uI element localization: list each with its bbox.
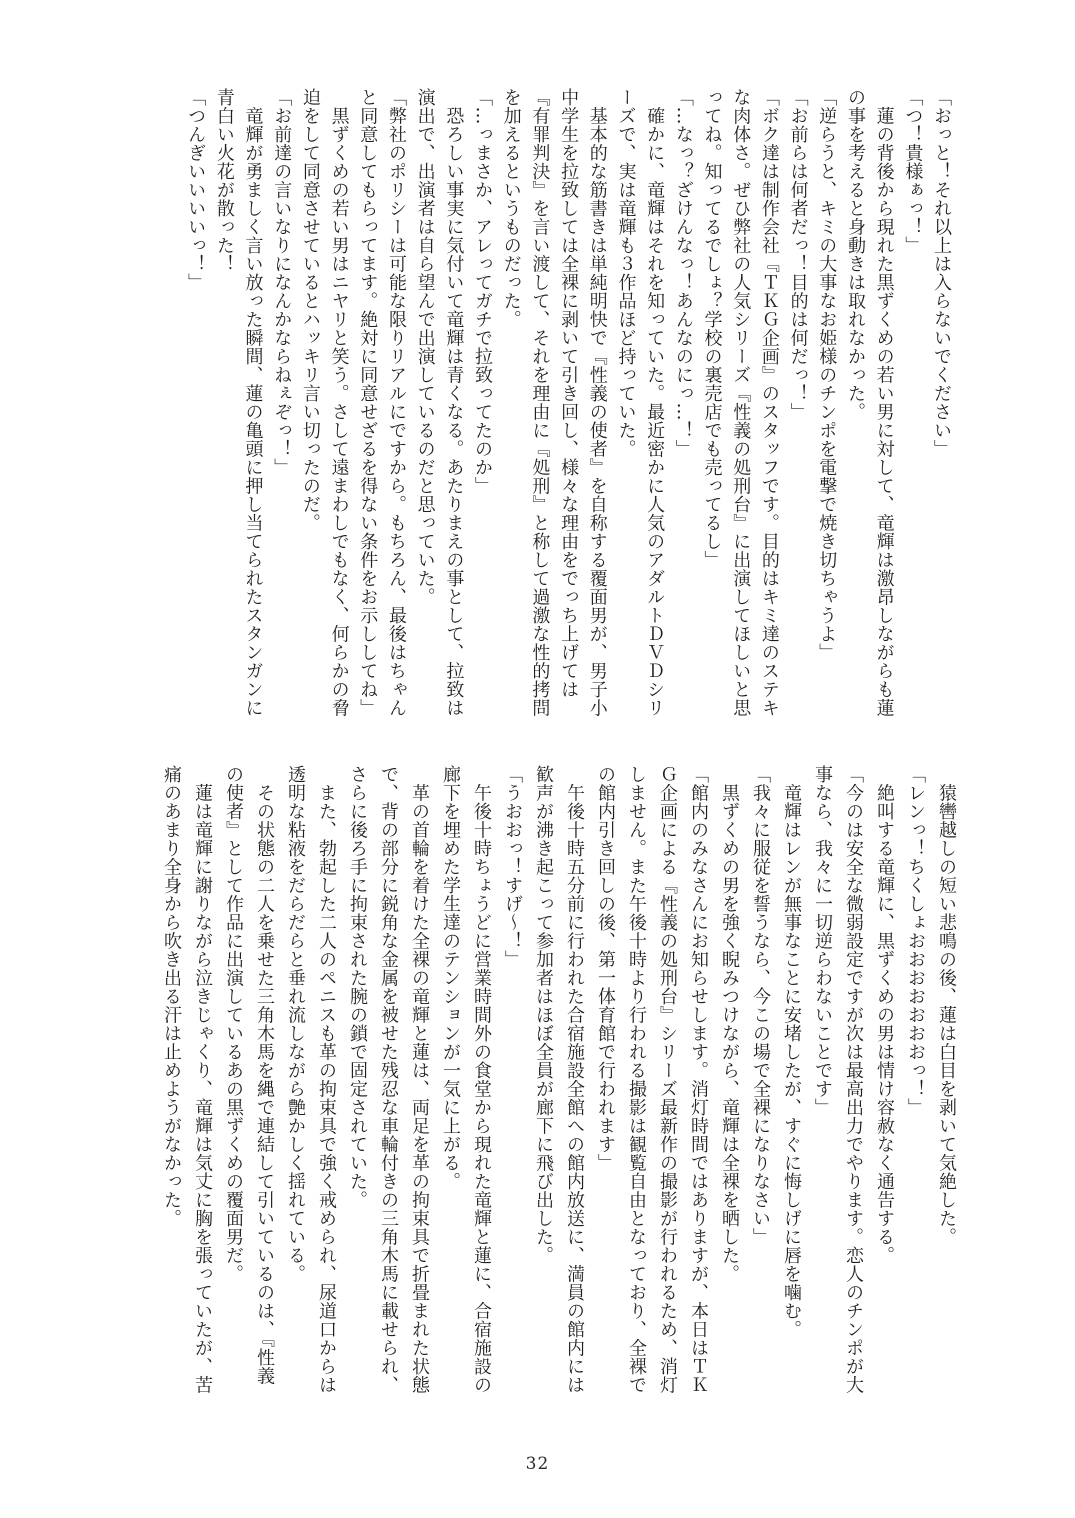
text-column: 痛のあまり全身から吹き出る汗は止めようがなかった。 xyxy=(161,765,182,1228)
text-column: の館内引き回しの後、第一体育館で行われます」 xyxy=(595,765,616,1172)
text-column: 竜輝が勇ましく言い放った瞬間、蓮の亀頭に押し当てられたスタンガンに xyxy=(242,88,264,717)
text-column: 革の首輪を着けた全裸の竜輝と蓮は、両足を革の拘束具で折畳まれた状態 xyxy=(409,765,430,1394)
text-column: な肉体さ。ぜひ弊社の人気シリーズ『性義の処刑台』に出演してほしいと思 xyxy=(730,88,752,717)
text-column: 「今のは安全な微弱設定ですが次は最高出力でやります。恋人のチンポが大 xyxy=(843,765,864,1394)
text-column: 事なら、我々に一切逆らわないことです」 xyxy=(812,765,833,1117)
text-column: 演出で、出演者は自ら望んで出演しているのだと思っていた。 xyxy=(414,88,436,606)
text-column: 「ボク達は制作会社『ＴＫＧ企画』のスタッフです。目的はキミ達のステキ xyxy=(758,88,780,717)
text-column: 絶叫する竜輝に、黒ずくめの男は情け容赦なく通告する。 xyxy=(874,765,895,1265)
text-column: 「逆らうと、キミの大事なお姫様のチンポを電撃で焼き切ちゃうよ」 xyxy=(816,88,838,662)
text-column: 「館内のみなさんにお知らせします。消灯時間ではありますが、本日はＴＫ xyxy=(688,765,709,1394)
text-column: と同意してもらってます。絶対に同意せざるを得ない条件をお示ししてね」 xyxy=(357,88,379,717)
text-column: さらに後ろ手に拘束された腕の鎖で固定されていた。 xyxy=(347,765,368,1209)
text-column: 「レンっ！ちくしょおおおおおおおっ！」 xyxy=(905,765,926,1117)
text-column: 黒ずくめの若い男はニヤリと笑う。さして遠まわしでもなく、何らかの脅 xyxy=(328,88,350,717)
text-column: 午後十時ちょうどに営業時間外の食堂から現れた竜輝と蓮に、合宿施設の xyxy=(471,765,492,1394)
text-column: ってね。知ってるでしょ？学校の裏売店でも売ってるし」 xyxy=(701,88,723,569)
text-column: また、勃起した二人のペニスも革の拘束具で強く戒められ、尿道口からは xyxy=(316,765,337,1394)
page-number: 32 xyxy=(525,1454,550,1474)
text-column: の使者』として作品に出演しているあの黒ずくめの覆面男だ。 xyxy=(223,765,244,1283)
text-column: 『有罪判決』を言い渡して、それを理由に『処刑』と称して過激な性的拷問 xyxy=(529,88,551,717)
text-column: 青白い火花が散った！ xyxy=(213,88,235,273)
text-column: 歓声が沸き起こって参加者はほぼ全員が廊下に飛び出した。 xyxy=(533,765,554,1265)
upper-text-block xyxy=(174,88,950,736)
text-column: 竜輝はレンが無事なことに安堵したが、すぐに悔しげに唇を噛む。 xyxy=(781,765,802,1339)
text-column: 「我々に服従を誓うなら、今この場で全裸になりなさい」 xyxy=(750,765,771,1246)
text-column: 「…なっ？ざけんなっ！あんなのにっ…！」 xyxy=(672,88,694,458)
text-column: しません。また午後十時より行われる撮影は観覧自由となっており、全裸で xyxy=(626,765,647,1394)
text-column: 「つんぎいいいいっ！」 xyxy=(185,88,207,292)
text-column: 恐ろしい事実に気付いて竜輝は青くなる。あたりまえの事として、拉致は xyxy=(443,88,465,717)
text-column: Ｇ企画による『性義の処刑台』シリーズ最新作の撮影が行われるため、消灯 xyxy=(657,765,678,1394)
text-column: 猿轡越しの短い悲鳴の後、蓮は白目を剥いて気絶した。 xyxy=(936,765,957,1246)
text-column: 「お前達の言いなりになんかならねぇぞっ！」 xyxy=(271,88,293,477)
text-column: 確かに、竜輝はそれを知っていた。最近密かに人気のアダルトＤＶＤシリ xyxy=(644,88,666,717)
text-column: で、背の部分に鋭角な金属を被せた残忍な車輪付きの三角木馬に載せられ、 xyxy=(378,765,399,1394)
text-column: 「うおおっ！すげ〜！」 xyxy=(502,765,523,969)
text-column: 黒ずくめの男を強く睨みつけながら、竜輝は全裸を晒した。 xyxy=(719,765,740,1283)
text-column: ーズで、実は竜輝も３作品ほど持っていた。 xyxy=(615,88,637,458)
text-column: 中学生を拉致しては全裸に剥いて引き回し、様々な理由をでっち上げては xyxy=(558,88,580,699)
text-column: 「…っまさか、アレってガチで拉致ってたのか」 xyxy=(472,88,493,495)
text-column: を加えるというものだった。 xyxy=(500,88,522,329)
text-column: 蓮は竜輝に謝りながら泣きじゃくり、竜輝は気丈に胸を張っていたが、苦 xyxy=(192,765,213,1394)
text-column: 透明な粘液をだらだらと垂れ流しながら艶かしく揺れている。 xyxy=(285,765,306,1283)
text-column: 「弊社のポリシーは可能な限りリアルにですから。もちろん、最後はちゃん xyxy=(385,88,407,717)
text-column: 蓮の背後から現れた黒ずくめの若い男に対して、竜輝は激昂しながらも蓮 xyxy=(873,88,895,717)
text-column: 迫をして同意させているとハッキリ言い切ったのだ。 xyxy=(299,88,321,532)
text-column: その状態の二人を乗せた三角木馬を縄で連結して引いているのは、『性義 xyxy=(254,765,275,1385)
text-column: 「つ！貴様ぁっ！」 xyxy=(902,88,924,255)
lower-text-block xyxy=(148,765,955,1420)
text-column: 基本的な筋書きは単純明快で『性義の使者』を自称する覆面男が、男子小 xyxy=(586,88,608,717)
text-column: 廊下を埋めた学生達のテンションが一気に上がる。 xyxy=(440,765,461,1191)
text-column: 「お前らは何者だっ！目的は何だっ！」 xyxy=(787,88,809,421)
text-column: 「おっと！それ以上は入らないでください」 xyxy=(931,88,952,458)
text-column: 午後十時五分前に行われた合宿施設全館への館内放送に、満員の館内には xyxy=(564,765,585,1394)
text-column: の事を考えると身動きは取れなかった。 xyxy=(844,88,866,421)
